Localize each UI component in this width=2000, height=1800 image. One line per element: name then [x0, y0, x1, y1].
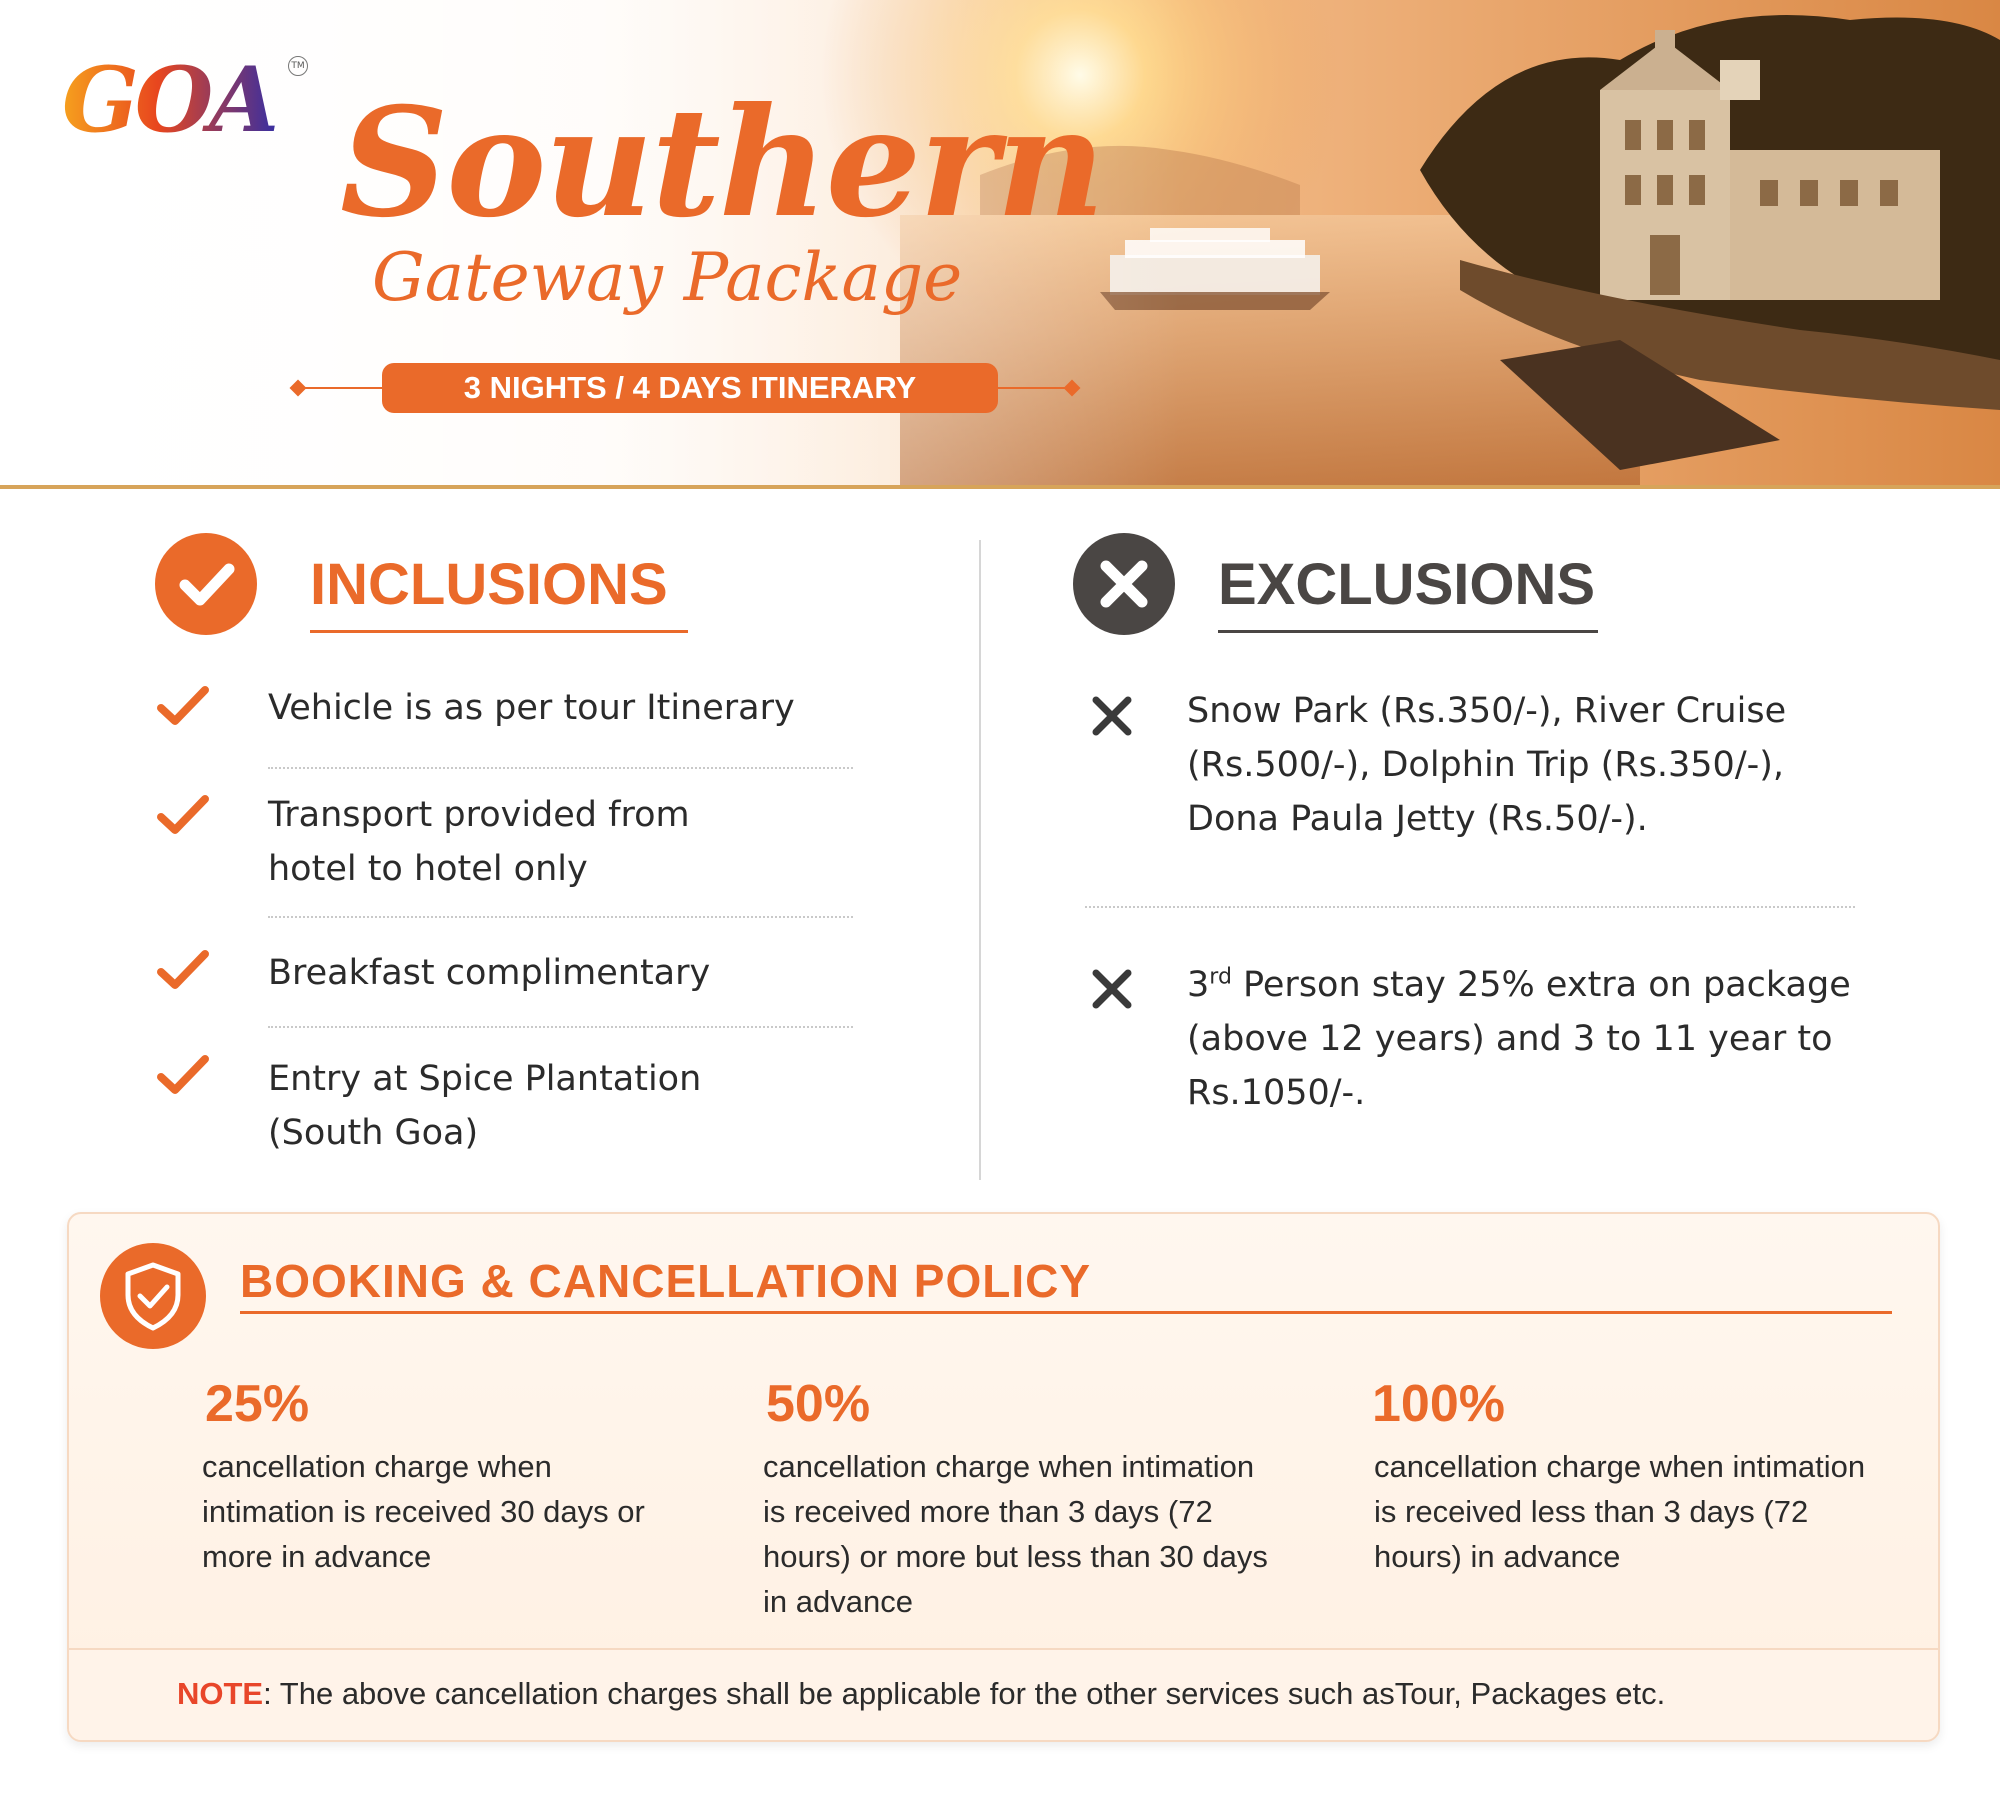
policy-note: [177, 1674, 1665, 1714]
tier-percent: 25%: [205, 1375, 310, 1433]
inclusion-item: Vehicle is as per tour Itinerary: [268, 688, 795, 728]
tier-description: cancellation charge when intimation is received more than 3 days (72 hours) or more but less than 30 days in advance: [763, 1449, 1268, 1619]
itinerary-left-line: [300, 387, 384, 389]
header-divider: [0, 485, 2000, 489]
note-label: NOTE: [177, 1676, 264, 1711]
inclusion-item: Transport provided from hotel to hotel only: [268, 795, 690, 889]
check-icon: [155, 684, 211, 728]
tier-description: cancellation charge when intimation is received 30 days or more in advance: [202, 1449, 645, 1574]
cross-icon: [1088, 965, 1136, 1013]
tier-description: cancellation charge when intimation is received less than 3 days (72 hours) in advance: [1374, 1449, 1866, 1574]
goa-logo: GOA: [62, 47, 276, 153]
item-divider: [268, 1026, 853, 1028]
policy-heading: BOOKING & CANCELLATION POLICY: [240, 1255, 1092, 1307]
check-circle-icon: [155, 533, 257, 635]
check-icon: [155, 793, 211, 837]
tier-percent: 100%: [1372, 1375, 1505, 1433]
ordinal-number: 3: [1187, 965, 1210, 1005]
check-icon: [155, 948, 211, 992]
inclusion-item: Breakfast complimentary: [268, 953, 711, 993]
tier-percent: 50%: [766, 1375, 871, 1433]
package-subtitle: Gateway Package: [372, 239, 963, 316]
item-divider: [1085, 906, 1855, 908]
exclusions-underline: [1218, 630, 1598, 633]
exclusion-item: Snow Park (Rs.350/-), River Cruise (Rs.500/-), Dolphin Trip (Rs.350/-), Dona Paula Jetty (Rs.50/-).: [1187, 691, 1787, 839]
note-text: : The above cancellation charges shall be applicable for the other services such asTour, Packages etc.: [263, 1676, 1666, 1711]
exclusion-item: [1187, 958, 1887, 1120]
inclusions-heading: INCLUSIONS: [310, 552, 668, 617]
exclusion-text: Person stay 25% extra on package (above 12 years) and 3 to 11 year to Rs.1050/-.: [1187, 965, 1851, 1113]
item-divider: [268, 916, 853, 918]
ordinal-suffix: rd: [1209, 964, 1232, 990]
shield-check-icon: [100, 1243, 206, 1349]
column-divider: [979, 540, 981, 1180]
itinerary-badge: 3 NIGHTS / 4 DAYS ITINERARY: [382, 363, 998, 413]
policy-underline: [240, 1311, 1892, 1314]
itinerary-right-line: [996, 387, 1072, 389]
package-title: Southern: [340, 75, 1104, 251]
exclusions-heading: EXCLUSIONS: [1218, 552, 1596, 617]
inclusion-item: Entry at Spice Plantation (South Goa): [268, 1059, 702, 1153]
trademark-mark: TM: [288, 56, 308, 76]
inclusions-underline: [310, 630, 688, 633]
check-icon: [155, 1053, 211, 1097]
cross-icon: [1088, 692, 1136, 740]
header-banner: [0, 0, 2000, 485]
item-divider: [268, 767, 853, 769]
close-circle-icon: [1073, 533, 1175, 635]
